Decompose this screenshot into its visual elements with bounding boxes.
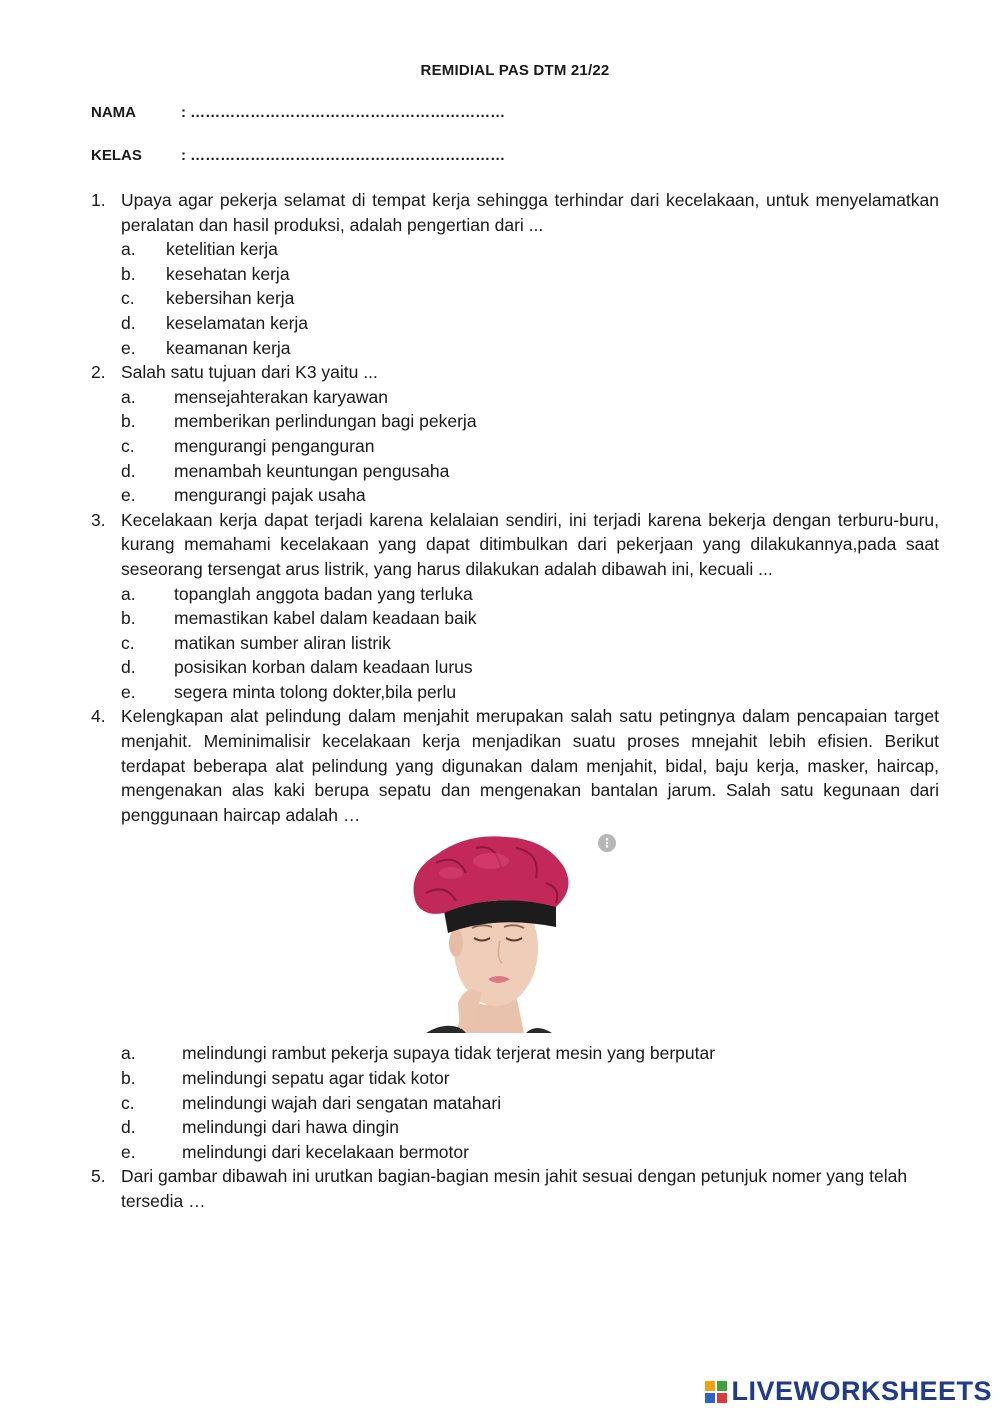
option-letter: d. (121, 657, 136, 678)
question-number: 2. (91, 362, 106, 383)
option-letter: a. (121, 1043, 136, 1064)
question-4 (91, 704, 939, 827)
option-text: melindungi wajah dari sengatan matahari (182, 1092, 502, 1113)
question-number: 5. (91, 1166, 106, 1187)
option-text: ketelitian kerja (166, 239, 278, 260)
info-icon[interactable]: ⋮ (598, 834, 616, 852)
option[interactable] (121, 385, 939, 410)
option-text: mensejahterakan karyawan (174, 386, 389, 407)
option[interactable] (121, 582, 939, 607)
option-text: melindungi rambut pekerja supaya tidak terjerat mesin yang berputar (182, 1043, 716, 1064)
class-field[interactable] (91, 147, 505, 164)
option-letter: b. (121, 1068, 136, 1089)
question-list (91, 188, 939, 1214)
question-1 (91, 188, 939, 237)
option-text: topanglah anggota badan yang terluka (174, 583, 473, 604)
liveworksheets-logo-icon (705, 1381, 727, 1403)
option-letter: c. (121, 632, 135, 653)
option-letter: a. (121, 239, 136, 260)
option-letter: e. (121, 681, 136, 702)
question-number: 1. (91, 190, 106, 210)
options-4 (91, 1041, 939, 1164)
haircap-image (396, 833, 586, 1033)
haircap-illustration (396, 833, 586, 1033)
option-letter: b. (121, 263, 136, 284)
option[interactable] (121, 1140, 939, 1165)
option[interactable] (121, 434, 939, 459)
class-label: KELAS (91, 147, 142, 164)
option-letter: b. (121, 411, 136, 432)
options-2 (91, 385, 939, 508)
question-text: Kecelakaan kerja dapat terjadi karena kelalaian sendiri, ini terjadi karena bekerja dengan terburu-buru, kurang memahami kecelakaan yang dapat ditimbulkan dari pekerjaan yang dilakukannya,pada saat seseorang tersengat arus listrik, yang harus dilakukan adalah dibawah ini, kecuali ... (121, 509, 939, 579)
option-text: matikan sumber aliran listrik (174, 632, 391, 653)
question-text: Kelengkapan alat pelindung dalam menjahit merupakan salah satu petingnya dalam pencapaian target menjahit. Meminimalisir kecelakaan kerja menjadikan suatu proses mnejahit lebih efisien. Berikut terdapat beberapa alat pelindung yang digunakan dalam menjahit, bidal, baju kerja, masker, haircap, mengenakan alas kaki berupa sepatu dan mengenakan bantalan jarum. Salah satu kegunaan dari penggunaan haircap adalah … (121, 706, 939, 825)
option[interactable] (121, 631, 939, 656)
option[interactable] (121, 606, 939, 631)
option[interactable] (121, 680, 939, 705)
option-text: menambah keuntungan pengusaha (174, 460, 450, 481)
option-text: posisikan korban dalam keadaan lurus (174, 657, 473, 678)
options-3 (91, 582, 939, 705)
option-letter: c. (121, 435, 135, 456)
question-text: Dari gambar dibawah ini urutkan bagian-bagian mesin jahit sesuai dengan petunjuk nomer yang telah tersedia … (121, 1166, 908, 1211)
options-1 (91, 237, 939, 360)
option[interactable] (121, 655, 939, 680)
option[interactable] (121, 311, 939, 336)
option[interactable] (121, 1066, 939, 1091)
option[interactable] (121, 459, 939, 484)
option-letter: e. (121, 1141, 136, 1162)
option-text: mengurangi pajak usaha (174, 485, 366, 506)
option-letter: d. (121, 460, 136, 481)
class-blank[interactable]: : ……………………………………………………… (181, 147, 506, 164)
option[interactable] (121, 483, 939, 508)
name-label: NAMA (91, 104, 136, 121)
option-letter: c. (121, 1092, 135, 1113)
option-letter: c. (121, 288, 135, 309)
question-5 (91, 1164, 939, 1213)
option[interactable] (121, 262, 939, 287)
option-letter: d. (121, 1117, 136, 1138)
brand-name: LIVEWORKSHEETS (731, 1376, 992, 1406)
question-number: 3. (91, 509, 106, 530)
option-letter: a. (121, 583, 136, 604)
question-number: 4. (91, 706, 106, 727)
brand-logo[interactable] (705, 1376, 992, 1407)
question-2 (91, 360, 939, 385)
option[interactable] (121, 1091, 939, 1116)
name-blank[interactable]: : ……………………………………………………… (181, 104, 506, 121)
option-letter: a. (121, 386, 136, 407)
option-letter: d. (121, 312, 136, 333)
question-3 (91, 508, 939, 582)
option-text: keselamatan kerja (166, 312, 309, 333)
name-field[interactable] (91, 104, 505, 121)
option-text: melindungi sepatu agar tidak kotor (182, 1068, 450, 1089)
option-letter: b. (121, 608, 136, 629)
question-text: Salah satu tujuan dari K3 yaitu ... (121, 362, 378, 383)
option-text: melindungi dari hawa dingin (182, 1117, 399, 1138)
option-letter: e. (121, 337, 136, 358)
option[interactable] (121, 336, 939, 361)
option-text: keamanan kerja (166, 337, 291, 358)
option-letter: e. (121, 485, 136, 506)
question-text: Upaya agar pekerja selamat di tempat kerja sehingga terhindar dari kecelakaan, untuk menyelamatkan peralatan dan hasil produksi, adalah pengertian dari ... (121, 190, 939, 235)
option[interactable] (121, 1041, 939, 1066)
option-text: melindungi dari kecelakaan bermotor (182, 1141, 469, 1162)
worksheet-title: REMIDIAL PAS DTM 21/22 (420, 62, 610, 79)
option-text: segera minta tolong dokter,bila perlu (174, 681, 457, 702)
option-text: memastikan kabel dalam keadaan baik (174, 608, 477, 629)
option[interactable] (121, 1115, 939, 1140)
option[interactable] (121, 237, 939, 262)
option-text: memberikan perlindungan bagi pekerja (174, 411, 477, 432)
option-text: kesehatan kerja (166, 263, 290, 284)
option[interactable] (121, 286, 939, 311)
option-text: kebersihan kerja (166, 288, 295, 309)
option-text: mengurangi penganguran (174, 435, 375, 456)
option[interactable] (121, 409, 939, 434)
